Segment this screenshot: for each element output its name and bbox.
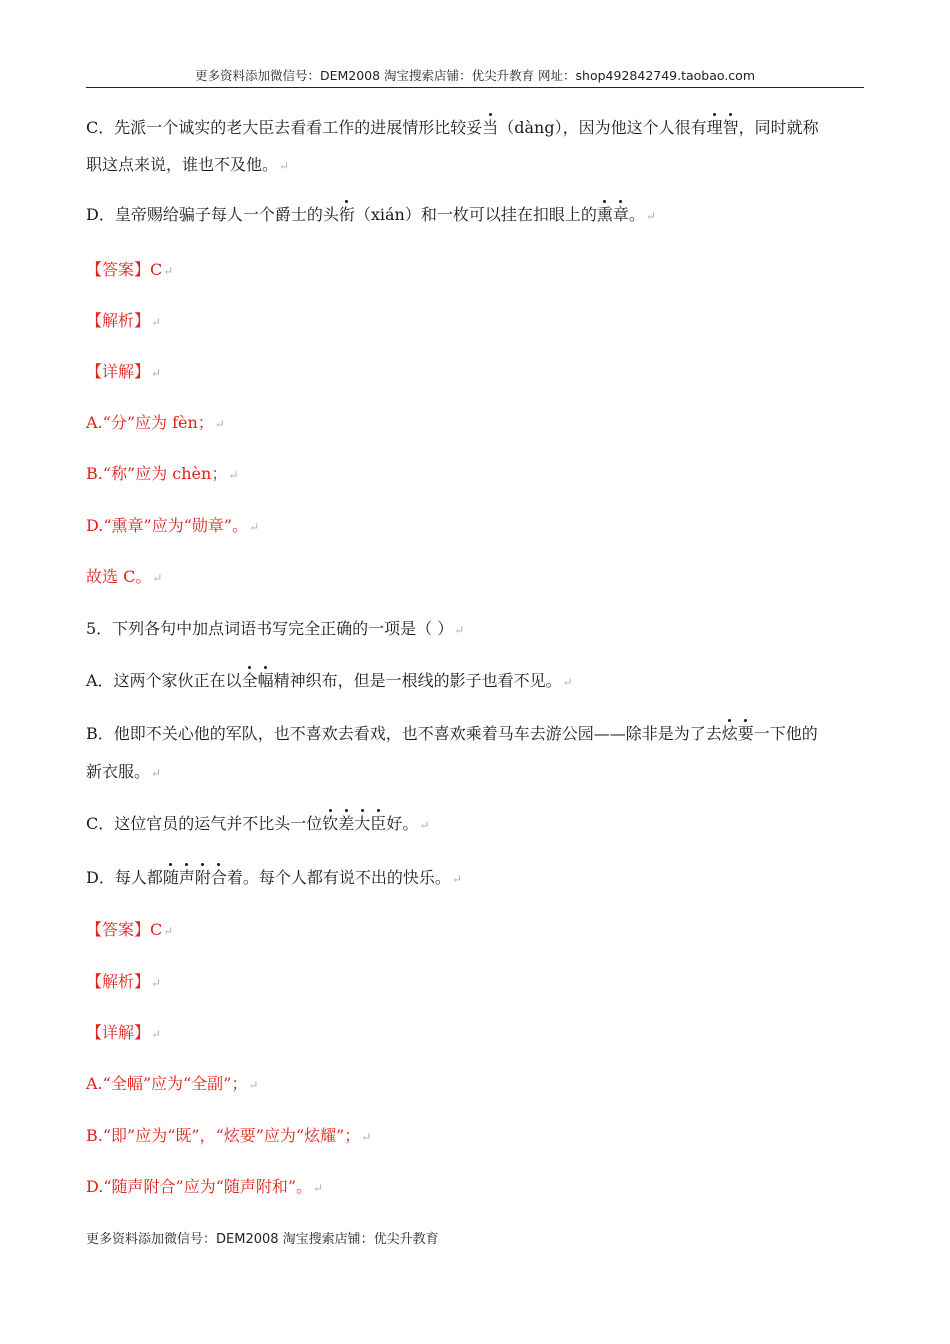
analysis-label: 【解析】 [86, 972, 151, 991]
paragraph-mark: ↵ [451, 872, 462, 886]
text-segment: D．每人都 [86, 868, 163, 887]
q4-explain-a [86, 411, 866, 436]
q4-conclusion [86, 565, 866, 590]
question-stem: 5．下列各句中加点词语书写完全正确的一项是（ ） [86, 619, 454, 638]
dotted-char: 幅 [258, 669, 274, 693]
text-segment: A．这两个家伙正在以 [86, 671, 242, 690]
dotted-char: 章 [613, 203, 629, 227]
q5-explain-b [86, 1124, 866, 1149]
dotted-char: 声 [179, 866, 195, 890]
dotted-char: 全 [242, 669, 258, 693]
text-segment: ，同时就称 [738, 118, 819, 137]
dotted-char: 差 [338, 812, 354, 836]
paragraph-mark: ↵ [361, 1130, 372, 1144]
q5-option-a [86, 669, 866, 694]
text-segment: 好。 [386, 814, 419, 833]
paragraph-mark: ↵ [163, 924, 174, 938]
paragraph-mark: ↵ [249, 520, 260, 534]
q5-option-c [86, 812, 866, 837]
text-segment: D．皇帝赐给骗子每人一个爵士的头 [86, 205, 339, 224]
paragraph-mark: ↵ [562, 675, 573, 689]
dotted-char: 当 [482, 116, 498, 140]
dotted-char: 要 [738, 722, 754, 746]
dotted-char: 合 [211, 866, 227, 890]
paragraph-mark: ↵ [163, 264, 174, 278]
q4-option-d [86, 203, 866, 228]
paragraph-mark: ↵ [151, 315, 162, 329]
paragraph-mark: ↵ [228, 468, 239, 482]
paragraph-mark: ↵ [248, 1078, 259, 1092]
analysis-label: 【解析】 [86, 311, 151, 330]
q5-detail [86, 1021, 866, 1046]
paragraph-mark: ↵ [151, 366, 162, 380]
explain-text: A.“全幅”应为“全副”； [86, 1074, 248, 1093]
paragraph-mark: ↵ [454, 623, 465, 637]
header-divider [86, 87, 864, 88]
text-segment: （dàng），因为他这个人很有 [498, 118, 707, 137]
paragraph-mark: ↵ [214, 417, 225, 431]
dotted-char: 钦 [322, 812, 338, 836]
text-segment: 一下他的 [753, 724, 818, 743]
q4-option-c-line2 [86, 153, 866, 178]
explain-text: B.“即”应为“既”，“炫要”应为“炫耀”； [86, 1126, 361, 1145]
explain-text: B.“称”应为 chèn； [86, 464, 228, 483]
text-segment: 精神织布，但是一根线的影子也看不见。 [273, 671, 562, 690]
dotted-char: 理 [707, 116, 723, 140]
text-segment: 着。每个人都有说不出的快乐。 [226, 868, 451, 887]
text-segment: 职这点来说，谁也不及他。 [86, 155, 279, 174]
q5-option-d [86, 866, 866, 891]
text-segment: C．这位官员的运气并不比头一位 [86, 814, 323, 833]
q5-answer [86, 918, 866, 943]
dotted-char: 大 [354, 812, 370, 836]
dotted-char: 附 [195, 866, 211, 890]
dotted-char: 熏 [597, 203, 613, 227]
q5-stem [86, 617, 866, 642]
q4-analysis [86, 309, 866, 334]
paragraph-mark: ↵ [419, 818, 430, 832]
answer-text: 【答案】C [86, 920, 163, 939]
explain-text: D.“随声附合”应为“随声附和”。 [86, 1177, 313, 1196]
dotted-char: 炫 [722, 722, 738, 746]
detail-label: 【详解】 [86, 362, 151, 381]
q4-explain-b [86, 462, 866, 487]
paragraph-mark: ↵ [151, 1027, 162, 1041]
text-segment: C．先派一个诚实的老大臣去看看工作的进展情形比较妥 [86, 118, 483, 137]
paragraph-mark: ↵ [279, 159, 290, 173]
detail-label: 【详解】 [86, 1023, 151, 1042]
dotted-char: 衔 [339, 203, 355, 227]
q5-analysis [86, 970, 866, 995]
paragraph-mark: ↵ [645, 209, 656, 223]
conclusion-text: 故选 C。 [86, 567, 152, 586]
q5-option-b-line2 [86, 760, 866, 785]
text-segment: 新衣服。 [86, 762, 151, 781]
paragraph-mark: ↵ [313, 1181, 324, 1195]
page-header: 更多资料添加微信号：DEM2008 淘宝搜索店铺：优尖升教育 网址：shop492842749.taobao.com [194, 68, 756, 83]
q5-option-b-line1 [86, 722, 866, 746]
q5-explain-d [86, 1175, 866, 1200]
q4-answer [86, 258, 866, 283]
q4-option-c-line1 [86, 116, 866, 140]
answer-text: 【答案】C [86, 260, 163, 279]
text-segment: （xián）和一枚可以挂在扣眼上的 [354, 205, 597, 224]
explain-text: A.“分”应为 fèn； [86, 413, 214, 432]
text-segment: 。 [628, 205, 645, 224]
page-footer: 更多资料添加微信号：DEM2008 淘宝搜索店铺：优尖升教育 [86, 1232, 439, 1247]
dotted-char: 智 [723, 116, 739, 140]
text-segment: B．他即不关心他的军队，也不喜欢去看戏，也不喜欢乘着马车去游公园——除非是为了去 [86, 724, 722, 743]
q5-explain-a [86, 1072, 866, 1097]
explain-text: D.“熏章”应为“勋章”。 [86, 516, 249, 535]
q4-detail [86, 360, 866, 385]
paragraph-mark: ↵ [151, 976, 162, 990]
dotted-char: 随 [163, 866, 179, 890]
dotted-char: 臣 [370, 812, 386, 836]
q4-explain-d [86, 514, 866, 539]
paragraph-mark: ↵ [151, 766, 162, 780]
paragraph-mark: ↵ [152, 571, 163, 585]
